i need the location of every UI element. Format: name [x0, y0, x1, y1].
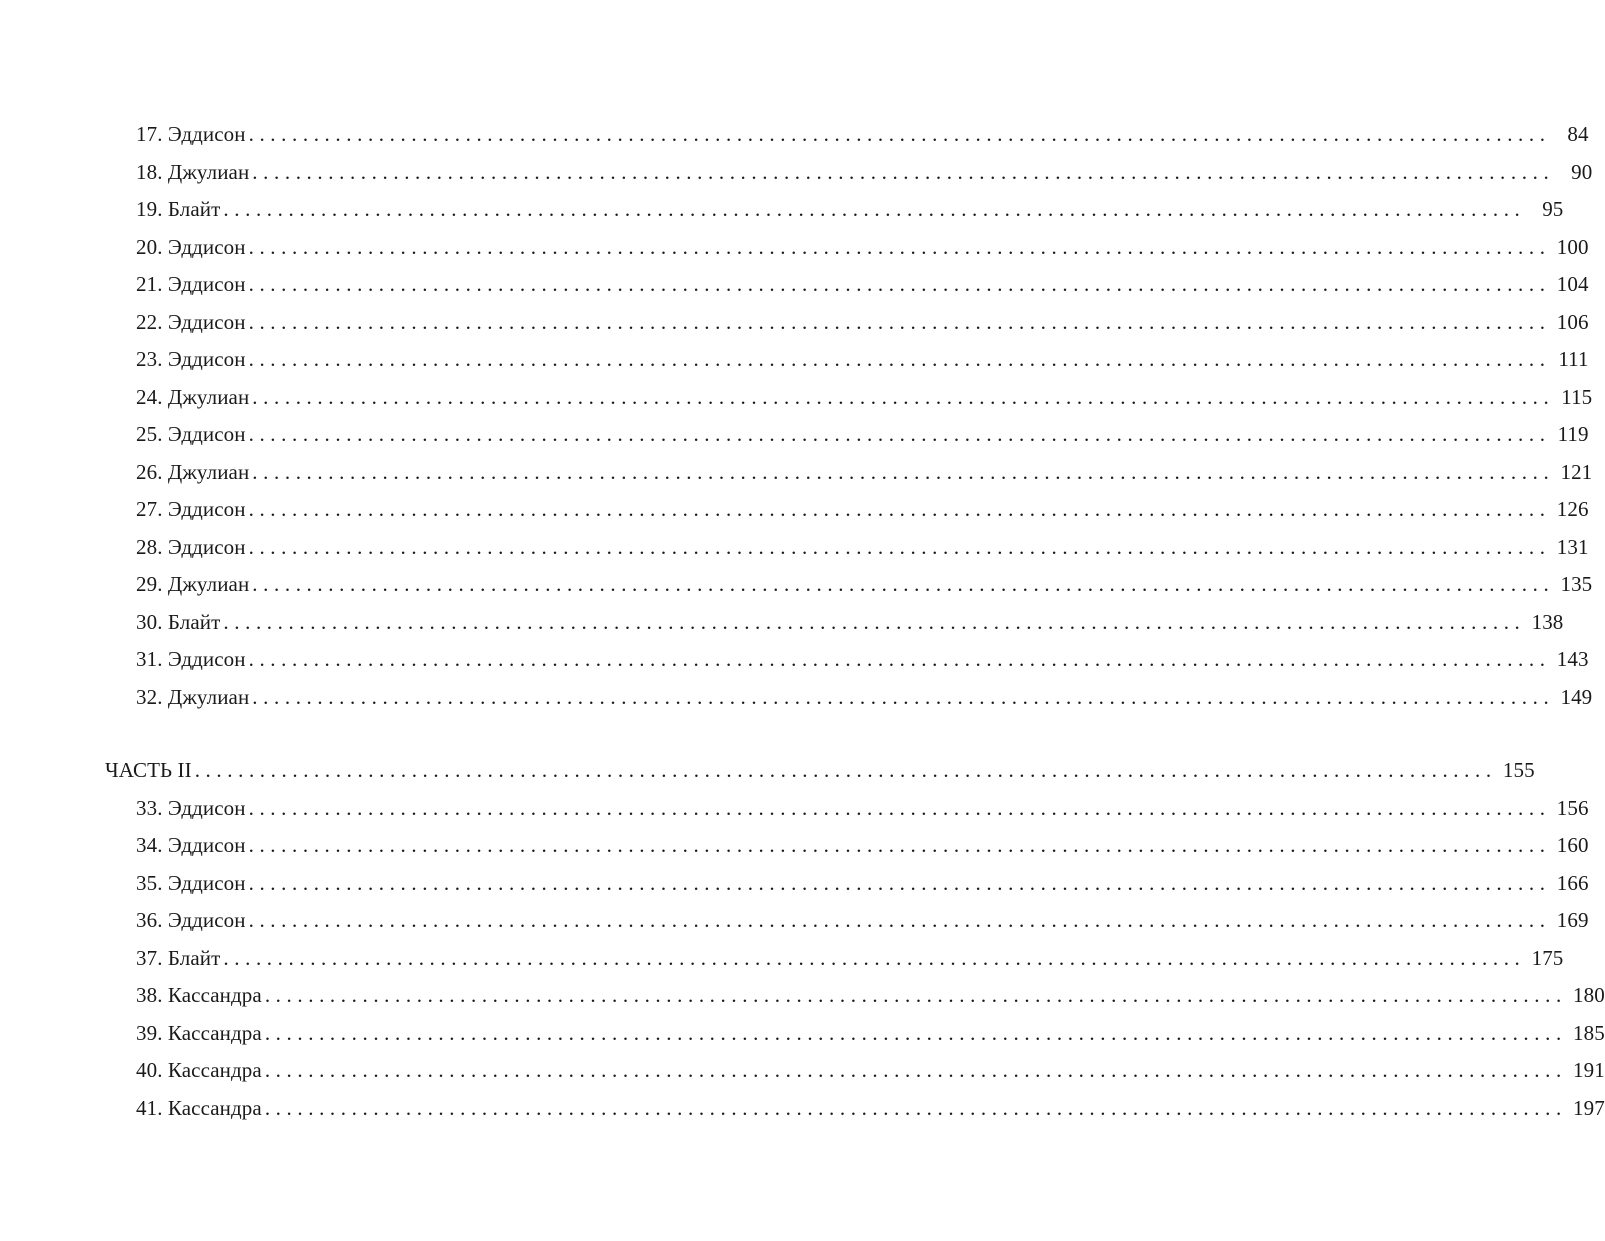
toc-entry — [0, 790, 1589, 828]
toc-entry-page: 95 — [1542, 197, 1564, 221]
dot-leader: ........................................................................................................................ — [252, 684, 1555, 709]
toc-entry-title: 21. Эддисон — [136, 272, 246, 296]
toc-entry-title: 38. Кассандра — [136, 983, 262, 1007]
toc-entry-page: 149 — [1560, 684, 1593, 709]
toc-entry — [0, 1052, 1605, 1090]
toc-entry-title: 28. Эддисон — [136, 534, 246, 559]
dot-leader: ........................................................................................................................ — [264, 1058, 1567, 1082]
toc-entry-title: 25. Эддисон — [136, 422, 246, 446]
toc-entry — [0, 191, 1564, 229]
toc-entry — [0, 304, 1589, 342]
toc-entry — [0, 827, 1589, 865]
toc-entry-title: 23. Эддисон — [136, 347, 246, 371]
dot-leader: ........................................................................................................................ — [248, 272, 1551, 296]
section-spacer — [0, 716, 768, 752]
toc-entry — [0, 116, 1589, 154]
dot-leader: ........................................................................................................................ — [248, 122, 1551, 146]
toc-part-heading — [0, 752, 1535, 790]
toc-entry — [0, 491, 1589, 529]
dot-leader: ........................................................................................................................ — [248, 309, 1551, 334]
toc-entry — [0, 1090, 1605, 1128]
dot-leader: ........................................................................................................................ — [223, 945, 1526, 970]
toc-entry-title: 26. Джулиан — [136, 459, 250, 484]
table-of-contents — [0, 116, 1605, 1127]
dot-leader: ........................................................................................................................ — [248, 497, 1551, 521]
dot-leader: ........................................................................................................................ — [248, 534, 1551, 559]
dot-leader: ........................................................................................................................ — [223, 609, 1526, 634]
toc-entry-title: 41. Кассандра — [136, 1095, 262, 1120]
toc-entry — [0, 679, 1593, 717]
dot-leader: ........................................................................................................................ — [264, 983, 1567, 1007]
toc-entry-page: 90 — [1571, 159, 1593, 184]
toc-entry-page: 121 — [1560, 459, 1593, 484]
toc-entry-title: 19. Блайт — [136, 197, 221, 221]
toc-entry-title: 17. Эддисон — [136, 122, 246, 146]
toc-entry-title: 40. Кассандра — [136, 1058, 262, 1082]
toc-entry-title: 18. Джулиан — [136, 159, 250, 184]
toc-entry — [0, 977, 1605, 1015]
toc-entry-title: 32. Джулиан — [136, 684, 250, 709]
toc-entry-page: 111 — [1558, 347, 1589, 371]
dot-leader: ........................................................................................................................ — [252, 159, 1555, 184]
dot-leader: ........................................................................................................................ — [252, 572, 1555, 596]
dot-leader: ........................................................................................................................ — [248, 647, 1551, 671]
toc-entry-page: 100 — [1556, 234, 1589, 259]
toc-entry-title: 20. Эддисон — [136, 234, 246, 259]
toc-part-title: ЧАСТЬ II — [105, 758, 192, 782]
toc-entry-page: 180 — [1573, 983, 1605, 1007]
dot-leader: ........................................................................................................................ — [248, 833, 1551, 857]
toc-entry-title: 31. Эддисон — [136, 647, 246, 671]
toc-entry-title: 30. Блайт — [136, 609, 221, 634]
dot-leader: ........................................................................................................................ — [264, 1020, 1567, 1045]
toc-entry-page: 191 — [1573, 1058, 1605, 1082]
dot-leader: ........................................................................................................................ — [248, 347, 1551, 371]
toc-entry — [0, 641, 1589, 679]
toc-entry-page: 119 — [1557, 422, 1589, 446]
dot-leader: ........................................................................................................................ — [248, 908, 1551, 932]
dot-leader: ........................................................................................................................ — [223, 197, 1526, 221]
toc-entry — [0, 416, 1589, 454]
toc-entry-page: 160 — [1556, 833, 1589, 857]
toc-entry-title: 34. Эддисон — [136, 833, 246, 857]
dot-leader: ........................................................................................................................ — [252, 384, 1555, 409]
toc-entry-title: 27. Эддисон — [136, 497, 246, 521]
toc-entry — [0, 902, 1589, 940]
toc-entry-title: 37. Блайт — [136, 945, 221, 970]
toc-entry-page: 143 — [1556, 647, 1589, 671]
toc-entry-page: 115 — [1561, 384, 1593, 409]
toc-entry-title: 29. Джулиан — [136, 572, 250, 596]
toc-entry — [0, 940, 1564, 978]
toc-entry — [0, 454, 1593, 492]
dot-leader: ........................................................................................................................ — [248, 422, 1551, 446]
toc-entry-page: 169 — [1556, 908, 1589, 932]
toc-entry-page: 156 — [1556, 795, 1589, 820]
toc-entry-page: 135 — [1560, 572, 1593, 596]
dot-leader: ........................................................................................................................ — [252, 459, 1555, 484]
toc-entry-page: 106 — [1556, 309, 1589, 334]
toc-entry — [0, 229, 1589, 267]
toc-entry-title: 24. Джулиан — [136, 384, 250, 409]
toc-part-page: 155 — [1502, 758, 1535, 782]
toc-entry-title: 39. Кассандра — [136, 1020, 262, 1045]
toc-entry-page: 138 — [1531, 609, 1564, 634]
toc-entry-page: 185 — [1573, 1020, 1605, 1045]
dot-leader: ........................................................................................................................ — [248, 795, 1551, 820]
toc-entry — [0, 341, 1589, 379]
toc-entry-page: 104 — [1556, 272, 1589, 296]
toc-entry — [0, 865, 1589, 903]
toc-entry-title: 22. Эддисон — [136, 309, 246, 334]
dot-leader: ........................................................................................................................ — [194, 758, 1497, 782]
toc-entry — [0, 604, 1564, 642]
toc-entry — [0, 154, 1593, 192]
toc-entry-page: 166 — [1556, 870, 1589, 895]
toc-entry-page: 197 — [1573, 1095, 1605, 1120]
toc-entry — [0, 566, 1593, 604]
dot-leader: ........................................................................................................................ — [248, 234, 1551, 259]
dot-leader: ........................................................................................................................ — [264, 1095, 1567, 1120]
toc-entry — [0, 266, 1589, 304]
toc-entry — [0, 529, 1589, 567]
toc-entry-page: 84 — [1567, 122, 1589, 146]
toc-entry — [0, 1015, 1605, 1053]
dot-leader: ........................................................................................................................ — [248, 870, 1551, 895]
toc-entry-title: 36. Эддисон — [136, 908, 246, 932]
toc-entry-title: 35. Эддисон — [136, 870, 246, 895]
toc-entry-page: 175 — [1531, 945, 1564, 970]
toc-entry-page: 131 — [1556, 534, 1589, 559]
toc-entry — [0, 379, 1593, 417]
toc-entry-title: 33. Эддисон — [136, 795, 246, 820]
toc-entry-page: 126 — [1556, 497, 1589, 521]
